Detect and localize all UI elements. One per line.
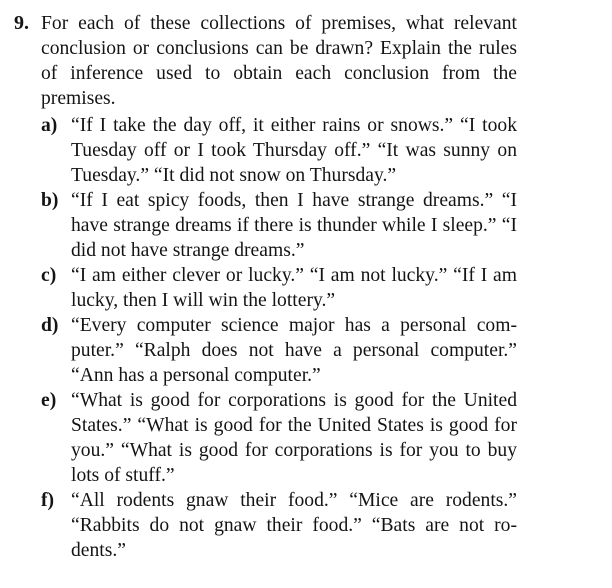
part-label: c) xyxy=(41,265,57,286)
part-b xyxy=(0,188,612,263)
part-label: d) xyxy=(41,315,59,336)
part-a xyxy=(0,113,612,188)
part-d xyxy=(0,313,612,388)
part-e xyxy=(0,388,612,488)
part-label: f) xyxy=(41,490,55,511)
part-premises: “If I eat spicy foods, then I have strange dreams.” “I have strange dreams if there is thunder while I sleep.” “I did not have strange dreams.” xyxy=(71,190,517,261)
part-premises: “What is good for corporations is good for the United States.” “What is good for the United States is good for you.” “What is good for corporations is for you to buy lots of stuff.” xyxy=(71,390,517,486)
exercise-number: 9. xyxy=(14,12,29,34)
part-f xyxy=(0,488,612,563)
part-label: b) xyxy=(41,190,59,211)
premise-list xyxy=(0,113,612,563)
part-c xyxy=(0,263,612,313)
part-premises: “Every computer science major has a personal computer.” “Ralph does not have a personal computer.” “Ann has a personal computer.” xyxy=(71,315,517,386)
part-premises: “All rodents gnaw their food.” “Mice are rodents.” “Rabbits do not gnaw their food.” “Bats are not rodents.” xyxy=(71,490,517,561)
exercise-prompt: For each of these collections of premises, what relevant conclusion or conclusions can be drawn? Explain the rules of inference used to obtain each conclusion from the premises. xyxy=(41,13,517,109)
part-premises: “I am either clever or lucky.” “I am not lucky.” “If I am lucky, then I will win the lottery.” xyxy=(71,265,517,311)
part-label: e) xyxy=(41,390,57,411)
part-premises: “If I take the day off, it either rains or snows.” “I took Tuesday off or I took Thursday off.” “It was sunny on Tuesday.” “It did not snow on Thursday.” xyxy=(71,115,517,186)
part-label: a) xyxy=(41,115,58,136)
